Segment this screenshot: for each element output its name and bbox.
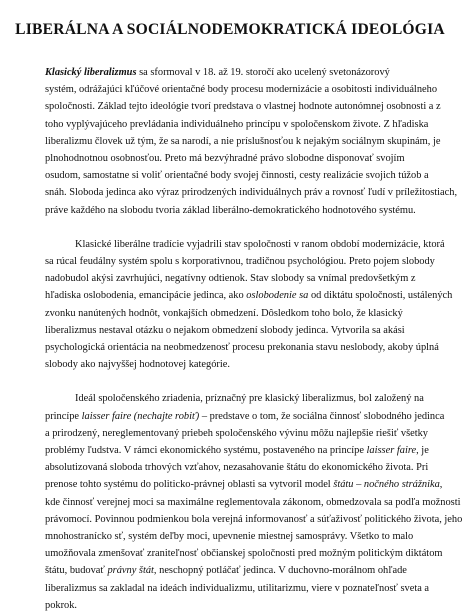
text-line [45, 133, 445, 150]
text-line [45, 167, 445, 184]
text-line [45, 390, 445, 407]
text-line [45, 597, 445, 614]
text-run: plnohodnotnou osobnosťou. Preto má bezvýhradné právo slobodne disponovať svojím [45, 153, 405, 165]
text-run: sa rúcal feudálny systém spolu s korporativnou, tradičnou psychológiou. Preto pojem slobody [45, 256, 435, 268]
text-run: právomocí. Povinnou podmienkou bola verejná informovanosť a súťaživosť politického života, jeho [45, 513, 462, 525]
text-line [45, 184, 458, 201]
text-run: psychologická orientácia na neobmedzenosť procesu prekonania stavu neslobody, akoby úplná [45, 342, 439, 354]
text-run: absolutizovaná sloboda trhových vzťahov, nezasahovanie štátu do ekonomického života. Pri [45, 462, 429, 474]
text-run: od diktátu spoločnosti, ustálených [308, 290, 453, 302]
emphasis: laisser faire [366, 445, 417, 457]
text-line [45, 425, 445, 442]
text-run: problémy ľudstva. V rámci ekonomického systému, postaveného na princípe [45, 445, 367, 457]
text-run: systém, odrážajúci kľúčové orientačné body procesu modernizácie a osobitosti individuálneho [45, 84, 438, 96]
text-run: mnohostranícko sť, systém deľby moci, upevnenie miestnej samosprávy. Všetko to malo [45, 531, 414, 543]
paragraph [45, 64, 458, 219]
text-run: Klasické liberálne tradície vyjadrili stav spoločnosti v ranom období modernizácie, ktorá [75, 238, 445, 250]
text-line [45, 459, 445, 476]
text-run: umožňovala zmenšovať zraniteľnosť občianskej spoločnosti pred možným politickým diktátom [45, 548, 443, 560]
text-run: prenose tohto systému do politicko-právnej oblasti sa vytvoril model [45, 479, 334, 491]
text-run: zvonku nanútených hodnôt, vonkajších obmedzení. Dôsledkom toho bolo, že klasický [45, 307, 403, 319]
key-term: Klasický liberalizmus [45, 67, 137, 78]
text-line [45, 322, 445, 339]
paragraph [45, 236, 453, 374]
text-line [45, 150, 445, 167]
text-line [45, 580, 445, 597]
text-run: osudom, samostatne si voliť orientačné body svojej činnosti, cesty realizácie svojich túžob a [45, 170, 429, 182]
text-line [45, 494, 461, 511]
text-run: sa sformoval v 18. až 19. storočí ako ucelený svetonázorový [136, 67, 390, 78]
emphasis: laisser faire (nechajte robiť) [81, 410, 200, 422]
text-run: , [439, 479, 443, 491]
text-run: , je [416, 445, 429, 457]
text-line [45, 545, 445, 562]
document-body [45, 64, 462, 614]
text-line [45, 236, 445, 253]
text-run: pokrok. [45, 599, 78, 611]
text-line [45, 116, 445, 133]
text-line [45, 64, 445, 81]
text-run: Ideál spoločenského zriadenia, príznačný pre klasický liberalizmus, bol založený na [75, 393, 424, 405]
paragraph-gap [45, 219, 445, 236]
document-title: LIBERÁLNA A SOCIÁLNODEMOKRATICKÁ IDEOLÓGIA [15, 21, 445, 38]
text-run: , neschopný potláčať jedinca. V duchovno-morálnom ohľade [153, 565, 407, 577]
paragraph [45, 390, 462, 614]
text-run: a prirodzený, nereglementovaný priebeh spoločenského vývinu môžu najlepšie riešiť všetky [45, 427, 429, 439]
emphasis: právny štát [107, 565, 154, 577]
text-line [45, 511, 462, 528]
text-run: práve každého na slobodu tvoria základ liberálno-demokratického hodnotového systému. [45, 204, 416, 216]
text-line [45, 476, 445, 493]
text-line [45, 270, 445, 287]
text-run: spoločnosti. Základ tejto ideológie tvorí predstava o vlastnej hodnote autonómnej osobnosti a z [45, 101, 441, 113]
text-run: princípe [45, 410, 82, 422]
text-run: toho vyplývajúceho prevládania individuálneho princípu v spoločenskom živote. Z hľadiska [45, 118, 429, 130]
text-run: liberalizmus sa zakladal na ideách individualizmu, utilitarizmu, viere v poznateľnosť sveta a [45, 582, 430, 594]
text-line [45, 81, 445, 98]
text-run: liberalizmu človek už tým, že sa narodí, a nie príslušnosťou k nejakým sociálnym skupinám, je [45, 135, 441, 147]
text-run: liberalizmus nestaval otázku o nejakom obmedzení slobody jedinca. Vytvorila sa akási [45, 324, 405, 336]
text-run: slobody ako najvyššej hodnotovej kategórie. [45, 359, 230, 371]
text-run: snáh. Sloboda jedinca ako výraz prirodzených individuálnych práv a rovnosť ľudí v príležitostiach, [45, 187, 458, 199]
text-line [45, 356, 445, 373]
text-line [45, 562, 445, 579]
text-run: hľadiska oslobodenia, emancipácie jedinca, ako [45, 290, 247, 302]
text-line [45, 442, 445, 459]
text-line [45, 339, 445, 356]
text-line [45, 98, 445, 115]
text-line [45, 408, 445, 425]
emphasis: oslobodenie sa [246, 290, 309, 302]
text-line [45, 253, 445, 270]
text-run: kde činnosť verejnej moci sa maximálne reglementovala zákonom, obmedzovala sa podľa možnosti [45, 496, 461, 508]
text-line [45, 528, 445, 545]
text-line [45, 305, 445, 322]
emphasis: štátu – nočného strážnika [333, 479, 440, 491]
text-run: nadobudol akýsi zavrhujúci, negatívny odtienok. Stav slobody sa vnímal predovšetkým z [45, 273, 416, 285]
text-run: štátu, budovať [45, 565, 108, 577]
text-line [45, 287, 453, 304]
text-run: – predstave o tom, že sociálna činnosť slobodného jedinca [199, 410, 445, 422]
paragraph-gap [45, 373, 445, 390]
text-line [45, 202, 445, 219]
